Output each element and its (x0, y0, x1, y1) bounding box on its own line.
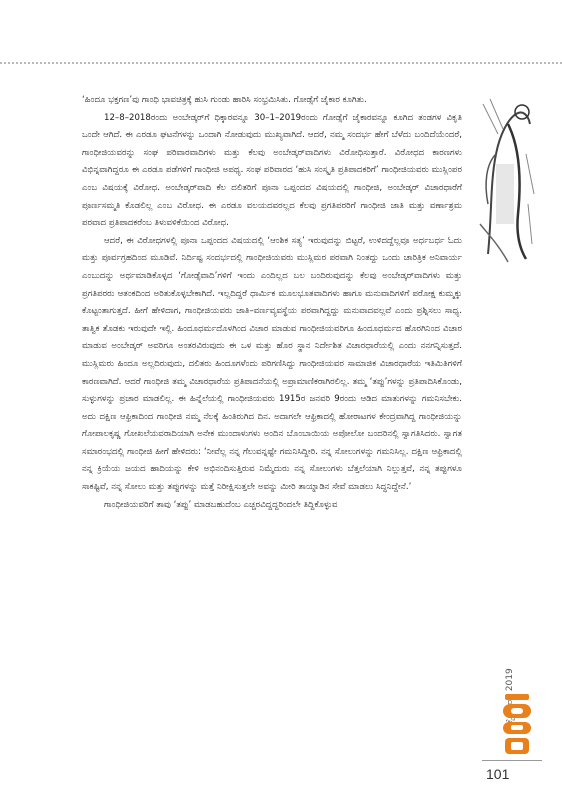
top-dotted-rule (0, 62, 562, 64)
paragraph-4: ಗಾಂಧೀಜಿಯವರಿಗೆ ತಾವು ‘ತಪ್ಪು’ ಮಾಡಬಹುದೆಂಬ ಎಚ್ಚರವಿದ್ದದ್ದರಿಂದಲೇ ತಿದ್ದಿಕೊಳ್ಳುವ (104, 499, 338, 510)
page-number: 101 (486, 766, 510, 782)
article-body (82, 92, 462, 514)
magazine-logo (497, 690, 537, 760)
paragraph-1: ‘ಹಿಂದೂ ಭಕ್ತಗಣ’ವು ಗಾಂಧಿ ಭಾವಚಿತ್ರಕ್ಕೆ ಹುಸಿ ಗುಂಡು ಹಾರಿಸಿ ಸಂಭ್ರಮಿಸಿತು. ಗೋಡ್ಸೆಗೆ ಜೈಕಾರ ಕೂಗಿತು. (82, 95, 367, 105)
page-number-rule (482, 760, 542, 761)
paragraph-3: ಆದರೆ, ಈ ವಿರೋಧಗಳಲ್ಲಿ ಪೂನಾ ಒಪ್ಪಂದದ ವಿಷಯದಲ್ಲಿ ‘ಆಂಶಿಕ ಸತ್ಯ’ ಇರುವುದನ್ನು ಬಿಟ್ಟರೆ, ಉಳಿದದ್ದೆಲ್ಲವೂ ಅರ್ಧಬರ್ಧ ಓದು ಮತ್ತು ಪೂರ್ವಗ್ರಹದಿಂದ ಮೂಡಿವೆ. ನಿರ್ದಿಷ್ಟ ಸಂದರ್ಭದಲ್ಲಿ ಗಾಂಧೀಜಿಯವರು ಮುಸ್ಲಿಮರ ಪರವಾಗಿ ನಿಂತದ್ದು ಒಂದು ಚಾರಿತ್ರಿಕ ಅನಿವಾರ್ಯ ಎಂಬುದನ್ನು ಅರ್ಥಮಾಡಿಕೊಳ್ಳದ ‘ಗೋಡ್ಸೆವಾದಿ’ಗಳಿಗೆ ಇಂದು ಎಂದಿಲ್ಲದ ಬಲ ಬಂದಿರುವುದನ್ನು ಕೆಲವು ಅಂಬೇಡ್ಕರ್‌ವಾದಿಗಳು ಮತ್ತು ಪ್ರಗತಿಪರರು ಆತಂಕದಿಂದ ಅರಿತುಕೊಳ್ಳಬೇಕಾಗಿದೆ. ಇಲ್ಲದಿದ್ದರೆ ಧಾರ್ಮಿಕ ಮೂಲಭೂತವಾದಿಗಳು ಹಾಗೂ ಮನುವಾದಿಗಳಿಗೆ ಪರೋಕ್ಷ ಕುಮ್ಮಕ್ಕು ಕೊಟ್ಟಂತಾಗುತ್ತದೆ. ಹೀಗೆ ಹೇಳಿದಾಗ, ಗಾಂಧೀಜಿಯವರು ಜಾತಿ–ವರ್ಣವ್ಯವಸ್ಥೆಯ ಪರವಾಗಿದ್ದದ್ದು ಮನುವಾದವಲ್ಲವೆ ಎಂದು ಪ್ರಶ್ನಿಸಲು ಸಾಧ್ಯ. ತಾತ್ವಿಕ ತೊಡಕು ಇರುವುದೇ ಇಲ್ಲಿ. ಹಿಂದೂಧರ್ಮದೊಳಗಿಂದ ವಿಚಾರ ಮಾಡುವ ಗಾಂಧೀಜಿಯವರಿಗೂ ಹಿಂದೂಧರ್ಮದ ಹೊರಗಿನಿಂದ ವಿಚಾರ ಮಾಡುವ ಅಂಬೇಡ್ಕರ್ ಅವರಿಗೂ ಅಂತರವಿರುವುದು ಈ ಒಳ ಮತ್ತು ಹೊರ ಸ್ಥಾನ ನಿರ್ದೇಶಿತ ವಿಚಾರಧಾರೆಯಲ್ಲಿ ಎಂದು ನನಗನ್ನಿಸುತ್ತದೆ. ಮುಸ್ಲಿಮರು ಹಿಂದೂ ಅಲ್ಲದಿರುವುದು, ದಲಿತರು ಹಿಂದೂಗಳೆಂದು ಪರಿಗಣಿಸಿದ್ದು ಗಾಂಧೀಜಿಯವರ ಸಾಮಾಜಿಕ ವಿಚಾರಧಾರೆಯ ಇತಿಮಿತಿಗಳಿಗೆ ಕಾರಣವಾಗಿದೆ. ಆದರೆ ಗಾಂಧೀಜಿ ತಮ್ಮ ವಿಚಾರಧಾರೆಯ ಪ್ರತಿಪಾದನೆಯಲ್ಲಿ ಅಪ್ರಾಮಾಣಿಕರಾಗಿರಲಿಲ್ಲ. ತಮ್ಮ ‘ತಪ್ಪು’ಗಳನ್ನು ಪ್ರತಿಪಾದಿಸಿಕೊಂಡು, ಸುಳ್ಳುಗಳನ್ನು ಪ್ರಚಾರ ಮಾಡಲಿಲ್ಲ. ಈ ಹಿನ್ನೆಲೆಯಲ್ಲಿ ಗಾಂಧೀಜಿಯವರು 1915ರ ಜನವರಿ 9ರಂದು ಆಡಿದ ಮಾತುಗಳನ್ನು ಗಮನಿಸಬೇಕು. ಅದು ದಕ್ಷಿಣ ಆಫ್ರಿಕಾದಿಂದ ಗಾಂಧೀಜಿ ನಮ್ಮ ನೆಲಕ್ಕೆ ಹಿಂತಿರುಗಿದ ದಿನ. ಅದಾಗಲೇ ಆಫ್ರಿಕಾದಲ್ಲಿ ಹೋರಾಟಗಳ ಕೇಂದ್ರವಾಗಿದ್ದ ಗಾಂಧೀಜಿಯನ್ನು ಗೋಪಾಲಕೃಷ್ಣ ಗೋಖಲೆಯವರಾದಿಯಾಗಿ ಅನೇಕ ಮುಂದಾಳುಗಳು ಅಂದಿನ ಬೊಂಬಾಯಿಯ ಅಪೋಲೋ ಬಂದರಿನಲ್ಲಿ ಸ್ವಾಗತಿಸಿದರು. ಸ್ವಾಗತ ಸಮಾರಂಭದಲ್ಲಿ ಗಾಂಧೀಜಿ ಹೀಗೆ ಹೇಳಿದರು: ‘ನೀವೆಲ್ಲ ನನ್ನ ಗೆಲುವನ್ನಷ್ಟೇ ಗಮನಿಸಿದ್ದೀರಿ. ನನ್ನ ಸೋಲುಗಳನ್ನು ಗಮನಿಸಿಲ್ಲ. ದಕ್ಷಿಣ ಆಫ್ರಿಕಾದಲ್ಲಿ ನನ್ನ ಕ್ರಿಯೆಯ ಜಯದ ಹಾದಿಯನ್ನು ಕೇಳಿ ಅಭಿನಂದಿಸುತ್ತಿರುವ ನಿಮ್ಮೆದುರು ನನ್ನ ಸೋಲುಗಳು ಬೆತ್ತಲೆಯಾಗಿ ನಿಲ್ಲುತ್ತವೆ, ನನ್ನ ತಪ್ಪುಗಳೂ ಸಾಕಷ್ಟಿವೆ, ನನ್ನ ಸೋಲು ಮತ್ತು ತಪ್ಪುಗಳನ್ನು ಮತ್ತೆ ನಿರೀಕ್ಷಿಸುತ್ತಲೇ ಅವನ್ನು ಮೀರಿ ತಾಯ್ನಾಡಿನ ಸೇವೆ ಮಾಡಲು ಸಿದ್ಧನಿದ್ದೇನೆ.’ (82, 235, 462, 493)
gandhi-sketch-illustration (478, 94, 536, 264)
paragraph-2: 12–8–2018ರಂದು ಅಂಬೇಡ್ಕರ್‌ಗೆ ಧಿಕ್ಕಾರವನ್ನೂ 30–1–2019ರಂದು ಗೋಡ್ಸೆಗೆ ಜೈಕಾರವನ್ನೂ ಕೂಗಿದ ತಂಡಗಳ ವಿಕೃತಿ ಒಂದೇ ಆಗಿದೆ. ಈ ಎರಡೂ ಘಟನೆಗಳನ್ನು ಒಂದಾಗಿ ನೋಡುವುದು ಮುಖ್ಯವಾಗಿದೆ. ಆದರೆ, ನಮ್ಮ ಸಂದರ್ಭ ಹೇಗೆ ಬೆಳೆದು ಬಂದಿದೆಯೆಂದರೆ, ಗಾಂಧೀಜಿಯವರನ್ನು ಸಂಘ ಪರಿವಾರವಾದಿಗಳು ಮತ್ತು ಕೆಲವು ಅಂಬೇಡ್ಕರ್‌ವಾದಿಗಳು ವಿರೋಧಿಸುತ್ತಾರೆ. ವಿರೋಧದ ಕಾರಣಗಳು ವಿಭಿನ್ನವಾಗಿದ್ದರೂ ಈ ಎರಡೂ ಪಡೆಗಳಿಗೆ ಗಾಂಧೀಜಿ ಅಪಥ್ಯ. ಸಂಘ ಪರಿವಾರದ ‘ಹುಸಿ ಸಂಸ್ಕೃತಿ ಪ್ರತಿಪಾದಕರಿಗೆ’ ಗಾಂಧೀಜಿಯವರು ಮುಸ್ಲಿಂಪರ ಎಂಬ ವಿಷಯಕ್ಕೆ ವಿರೋಧ. ಅಂಬೇಡ್ಕರ್‌ವಾದಿ ಕೆಲ ದಲಿತರಿಗೆ ಪೂನಾ ಒಪ್ಪಂದದ ವಿಷಯದಲ್ಲಿ ಗಾಂಧೀಜಿ, ಅಂಬೇಡ್ಕರ್ ವಿಚಾರಧಾರೆಗೆ ಪೂರ್ಣಸಮ್ಮತಿ ಕೊಡಲಿಲ್ಲ ಎಂಬ ವಿರೋಧ. ಈ ಎರಡೂ ವಲಯದವರಲ್ಲದ ಕೆಲವು ಪ್ರಗತಿಪರರಿಗೆ ಗಾಂಧೀಜಿ ಜಾತಿ ಮತ್ತು ವರ್ಣಾಶ್ರಮ ಪರವಾದ ಪ್ರತಿಪಾದಕರೆಂಬ ತಿಳುವಳಿಕೆಯಿಂದ ವಿರೋಧ. (82, 112, 462, 229)
